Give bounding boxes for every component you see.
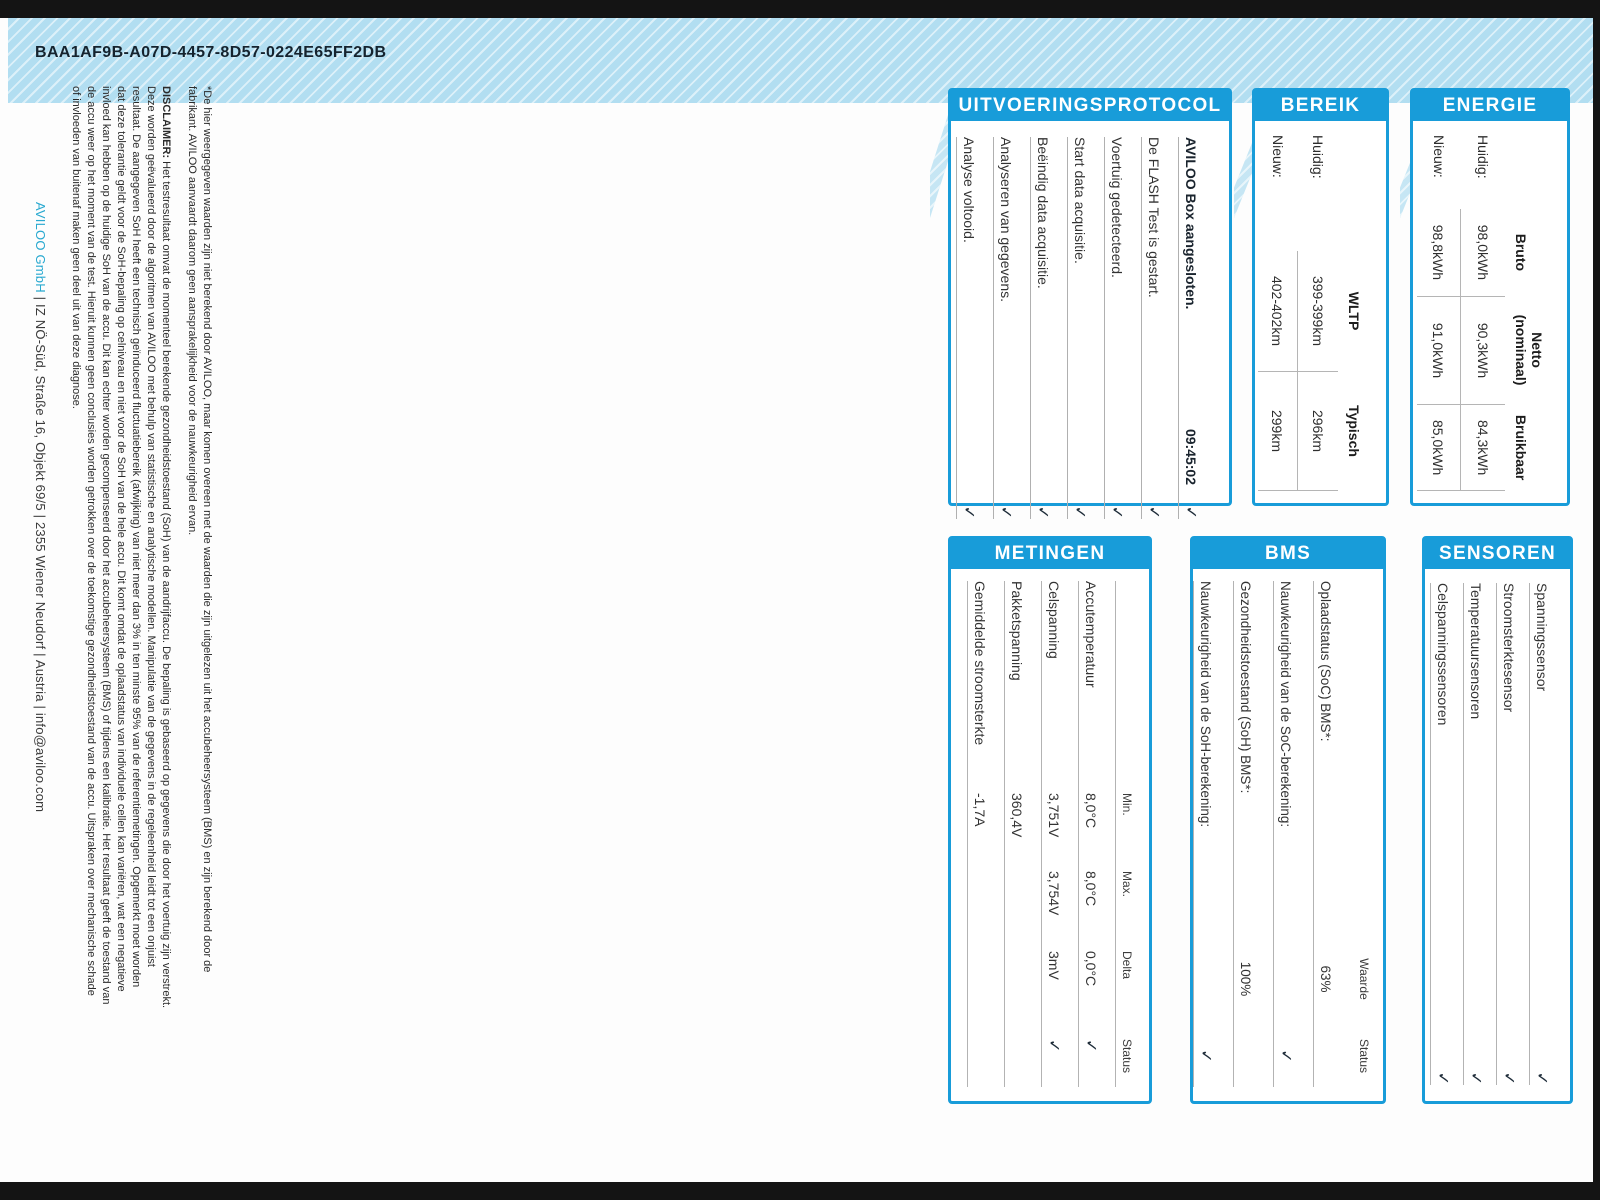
- check-icon: ✓: [1277, 1049, 1296, 1063]
- bms-header-row: [1353, 581, 1377, 1087]
- metingen-row: [1078, 581, 1115, 1087]
- check-icon: ✓: [1467, 1071, 1486, 1085]
- protocol-row: [1030, 137, 1067, 519]
- panel-title: METINGEN: [951, 539, 1149, 569]
- energie-value: 85,0kWh: [1417, 404, 1461, 491]
- protocol-step-label: Beëindig data acquisitie.: [1035, 137, 1051, 289]
- protocol-row: [1104, 137, 1141, 519]
- check-icon: ✓: [1182, 505, 1201, 519]
- col-header-status: Status: [1120, 1039, 1134, 1074]
- metingen-row: [1004, 581, 1041, 1087]
- bottom-black-bar: [0, 1182, 1600, 1200]
- check-icon: ✓: [1197, 1049, 1216, 1063]
- check-icon: ✓: [1145, 505, 1164, 519]
- col-header-netto: Netto (nominaal): [1513, 314, 1546, 386]
- protocol-step-label: Analyse voltooid.: [961, 137, 977, 243]
- sensor-row: [1463, 583, 1496, 1085]
- protocol-row: [993, 137, 1030, 519]
- protocol-row: [956, 137, 993, 519]
- row-label: Oplaadstatus (SoC) BMS*:: [1318, 581, 1333, 742]
- min-value: 360,4V: [1009, 793, 1025, 838]
- delta-value: 3mV: [1046, 951, 1062, 980]
- row-label: Accutemperatuur: [1083, 581, 1099, 688]
- panel-sensoren: [1422, 536, 1573, 1104]
- protocol-step-label: Analyseren van gegevens.: [998, 137, 1014, 302]
- protocol-step-time: 09:45:02: [1183, 428, 1199, 485]
- disclaimer-label: DISCLAIMER:: [160, 86, 172, 159]
- row-label: Stroomsterktesensor: [1501, 583, 1517, 713]
- panel-bereik: [1252, 88, 1389, 506]
- col-header-bruikbaar: Bruikbaar: [1513, 414, 1530, 481]
- row-label: Pakketspanning: [1009, 581, 1025, 681]
- panel-uitvoeringsprotocol: [948, 88, 1232, 519]
- min-value: 3,751V: [1046, 793, 1062, 838]
- check-icon: ✓: [997, 505, 1016, 519]
- col-header-min: Min.: [1120, 793, 1134, 816]
- max-value: 8,0°C: [1083, 871, 1099, 907]
- panel-metingen: [948, 536, 1152, 1104]
- bereik-value: 296km: [1298, 371, 1338, 491]
- check-icon: ✓: [1533, 1071, 1552, 1085]
- disclaimer-line: invloed kan hebben op de huidige SoH van de accu. Dit kan echter worden gecompenseerd door het accubeheersysteem (BMS) of tijdens een kalibratie. Het resultaat geeft de toestand van: [100, 86, 112, 1005]
- notes-block: [56, 86, 214, 1134]
- energie-value: 98,0kWh: [1475, 224, 1491, 280]
- check-icon: ✓: [1500, 1071, 1519, 1085]
- panel-title: ENERGIE: [1413, 91, 1567, 121]
- panel-title: BMS: [1193, 539, 1383, 569]
- row-label: Nauwkeurigheid van de SoC-berekening:: [1278, 581, 1293, 828]
- protocol-step-label: Voertuig gedetecteerd.: [1109, 137, 1125, 278]
- footer-block: [16, 202, 48, 1002]
- col-header-delta: Delta: [1120, 951, 1134, 980]
- protocol-row: [1067, 137, 1104, 519]
- company-address: | IZ NÖ-Süd, Straße 16, Objekt 69/5 | 2355 Wiener Neudorf | Austria | info@aviloo.com: [33, 296, 48, 813]
- metingen-row: [967, 581, 1004, 1087]
- col-header-wltp: WLTP: [1346, 291, 1363, 331]
- disclaimer-line: resultaat. De aangegeven SoH heeft een technisch geïnduceerd fluctuatiebereik (afwijking) van niet meer dan 3% in ten minste 95% van de referentiemetingen. Opgemerkt moet worden: [130, 86, 142, 988]
- metingen-row: [1041, 581, 1078, 1087]
- panel-title: BEREIK: [1255, 91, 1386, 121]
- protocol-row: [1178, 137, 1215, 519]
- col-header-bruto: Bruto: [1513, 233, 1530, 272]
- sensor-row: [1430, 583, 1463, 1085]
- sensor-row: [1496, 583, 1529, 1085]
- row-label: Nauwkeurigheid van de SoH-berekening:: [1198, 581, 1213, 828]
- col-header-typisch: Typisch: [1346, 405, 1363, 457]
- row-label: Temperatuursensoren: [1468, 583, 1484, 720]
- check-icon: ✓: [1034, 505, 1053, 519]
- col-header-status: Status: [1357, 1038, 1371, 1074]
- panel-title: UITVOERINGSPROTOCOL: [951, 91, 1229, 121]
- max-value: 3,754V: [1046, 871, 1062, 916]
- disclaimer-line: DISCLAIMER: Het testresultaat omvat de momenteel berekende gezondheidstoestand (SoH) van de aandrijfaccu. De bepaling is gebaseerd op gegevens die door het voertuig zijn verstrekt.: [160, 86, 172, 1009]
- panel-energie: [1410, 88, 1570, 506]
- energie-value: 91,0kWh: [1417, 296, 1461, 404]
- row-label: Gezondheidstoestand (SoH) BMS*:: [1238, 581, 1253, 794]
- disclaimer-line: dat deze tolerantie geldt voor de SoH-bepaling op celniveau en niet voor de SoH van de hele accu. Dit komt omdat de oplaadstatus van individuele cellen kan variëren, wat een negatieve: [115, 86, 127, 992]
- check-icon: ✓: [1108, 505, 1127, 519]
- check-icon: ✓: [1045, 1039, 1064, 1053]
- disclaimer-line: de accu weer op het moment van de test. Hieruit kunnen geen conclusies worden getrokken over de toekomstige gezondheidstoestand van de accu. Uitspraken over mechanische schade: [85, 86, 97, 996]
- panel-title: SENSOREN: [1425, 539, 1570, 569]
- bms-row: [1313, 581, 1353, 1087]
- footer-text: [33, 202, 48, 1002]
- spacer-cell: [1338, 133, 1386, 251]
- protocol-step-label: AVILOO Box aangesloten.: [1183, 137, 1199, 310]
- row-label: Huidig:: [1475, 135, 1491, 179]
- check-icon: ✓: [1434, 1071, 1453, 1085]
- min-value: -1,7A: [972, 793, 988, 827]
- asterisk-note-line: *De hier weergegeven waarden zijn niet berekend door AVILOO, maar komen overeen met de waarden die zijn uitgelezen uit het accubeheersysteem (BMS) en zijn berekend door de: [201, 86, 213, 973]
- row-label: Celspanning: [1046, 581, 1062, 659]
- bms-row: [1193, 581, 1233, 1087]
- bms-row: [1233, 581, 1273, 1087]
- panel-bms: [1190, 536, 1386, 1104]
- check-icon: ✓: [1071, 505, 1090, 519]
- col-header-waarde: Waarde: [1357, 958, 1371, 1000]
- spacer-cell: [1505, 133, 1561, 209]
- report-id: BAA1AF9B-A07D-4457-8D57-0224E65FF2DB: [35, 44, 387, 61]
- min-value: 8,0°C: [1083, 793, 1099, 829]
- waarde-value: 63%: [1318, 965, 1333, 993]
- energie-value: 84,3kWh: [1461, 404, 1505, 491]
- row-label: Nieuw:: [1431, 135, 1447, 178]
- bereik-value: 399-399km: [1310, 275, 1326, 347]
- col-header-max: Max.: [1120, 871, 1134, 898]
- row-label: Celspanningssensoren: [1435, 583, 1451, 726]
- disclaimer-line: of invloeden van buitenaf maken geen deel uit van deze diagnose.: [70, 86, 82, 409]
- energie-value: 98,8kWh: [1417, 209, 1461, 296]
- row-label: Nieuw:: [1270, 135, 1286, 178]
- bms-row: [1273, 581, 1313, 1087]
- right-black-edge: [1593, 0, 1600, 1200]
- bereik-value: 299km: [1258, 371, 1298, 491]
- row-label: Huidig:: [1310, 135, 1326, 179]
- check-icon: ✓: [1082, 1039, 1101, 1053]
- check-icon: ✓: [960, 505, 979, 519]
- protocol-step-label: De FLASH Test is gestart.: [1146, 137, 1162, 298]
- waarde-value: 100%: [1238, 961, 1253, 997]
- row-label: Gemiddelde stroomsterkte: [972, 581, 988, 746]
- row-label: Spanningssensor: [1534, 583, 1550, 692]
- energie-value: 90,3kWh: [1461, 296, 1505, 404]
- protocol-step-label: Start data acquisitie.: [1072, 137, 1088, 264]
- company-name: AVILOO GmbH: [33, 202, 48, 293]
- disclaimer-line: Deze worden geëvalueerd door de algoritmen van AVILOO met behulp van statistische en analytische modellen. Manipulatie van de gegevens in de regeleenheid leidt tot een onjuist: [145, 86, 157, 967]
- metingen-header-row: [1115, 581, 1141, 1087]
- bereik-value: 402-402km: [1258, 251, 1298, 371]
- top-black-bar: [0, 0, 1600, 18]
- sensor-row: [1529, 583, 1562, 1085]
- asterisk-note-line: fabrikant. AVILOO aanvaardt daarom geen aansprakelijkheid voor de nauwkeurigheid ervan.: [186, 86, 198, 536]
- delta-value: 0,0°C: [1083, 951, 1099, 987]
- band-wedge: [1234, 138, 1254, 218]
- protocol-row: [1141, 137, 1178, 519]
